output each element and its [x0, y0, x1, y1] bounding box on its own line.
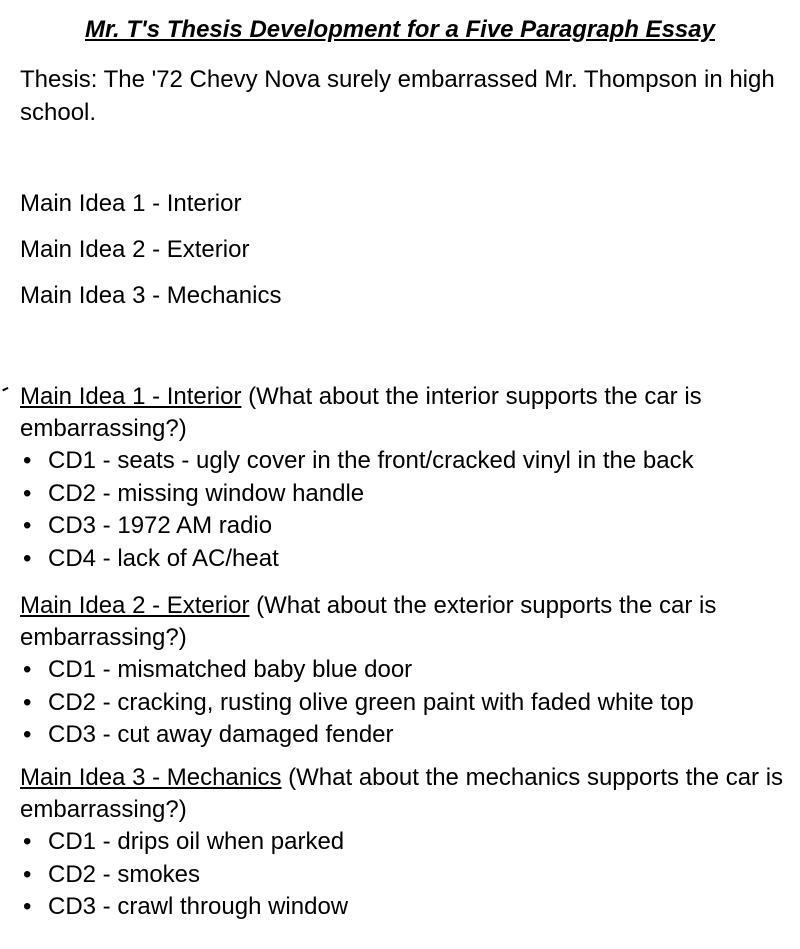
- list-item: [20, 445, 790, 478]
- detail-text: CD1 - seats - ugly cover in the front/cracked vinyl in the back: [48, 447, 694, 474]
- section-heading-question: (What about the interior supports the car is embarrassing?): [20, 383, 702, 442]
- detail-text: CD1 - drips oil when parked: [48, 828, 345, 855]
- section-heading-title: Main Idea 3 - Mechanics: [20, 764, 282, 791]
- list-item: [20, 719, 790, 752]
- list-item: [20, 891, 790, 924]
- detail-text: CD2 - cracking, rusting olive green paint with faded white top: [48, 688, 694, 716]
- bullet-icon: •: [23, 721, 32, 748]
- bullet-icon: •: [23, 447, 32, 474]
- bullet-icon: •: [23, 828, 32, 855]
- detail-text: CD2 - missing window handle: [48, 479, 365, 507]
- list-item: [20, 510, 790, 543]
- main-idea-summary-2: Main Idea 2 - Exterior: [20, 236, 250, 263]
- list-item: [20, 654, 790, 687]
- main-idea-summary-3: Main Idea 3 - Mechanics: [20, 282, 282, 309]
- section-interior: [20, 381, 790, 575]
- detail-text: CD4 - lack of AC/heat: [48, 544, 279, 572]
- bullet-icon: •: [23, 512, 32, 539]
- section-heading-question: (What about the mechanics supports the car is embarrassing?): [20, 764, 784, 823]
- section-heading: [20, 762, 790, 826]
- bullet-icon: •: [23, 656, 32, 683]
- bullet-icon: •: [23, 544, 32, 572]
- list-item: [20, 826, 790, 859]
- section-heading-title: Main Idea 1 - Interior: [20, 383, 242, 410]
- detail-text: CD1 - mismatched baby blue door: [48, 656, 413, 683]
- section-exterior: [20, 590, 790, 752]
- bullet-icon: •: [23, 479, 32, 507]
- list-item: [20, 859, 790, 892]
- section-mechanics: [20, 762, 790, 924]
- detail-list: [20, 445, 790, 575]
- detail-text: CD3 - crawl through window: [48, 893, 349, 920]
- thesis-statement: Thesis: The '72 Chevy Nova surely embarrassed Mr. Thompson in high school.: [20, 66, 775, 126]
- detail-list: [20, 826, 790, 924]
- bullet-icon: •: [23, 688, 32, 716]
- section-heading: [20, 590, 790, 654]
- detail-text: CD3 - 1972 AM radio: [48, 512, 273, 539]
- detail-text: CD3 - cut away damaged fender: [48, 721, 394, 748]
- section-heading-question: (What about the exterior supports the car is embarrassing?): [20, 592, 717, 651]
- document-title: Mr. T's Thesis Development for a Five Paragraph Essay: [85, 16, 715, 43]
- list-item: [20, 478, 790, 511]
- bullet-icon: •: [23, 860, 32, 888]
- list-item: [20, 687, 790, 720]
- section-heading-title: Main Idea 2 - Exterior: [20, 592, 250, 619]
- detail-list: [20, 654, 790, 752]
- margin-tick-mark: [2, 387, 10, 394]
- detail-text: CD2 - smokes: [48, 860, 201, 888]
- section-heading: [20, 381, 790, 445]
- bullet-icon: •: [23, 893, 32, 920]
- list-item: [20, 543, 790, 576]
- main-idea-summary-1: Main Idea 1 - Interior: [20, 190, 242, 217]
